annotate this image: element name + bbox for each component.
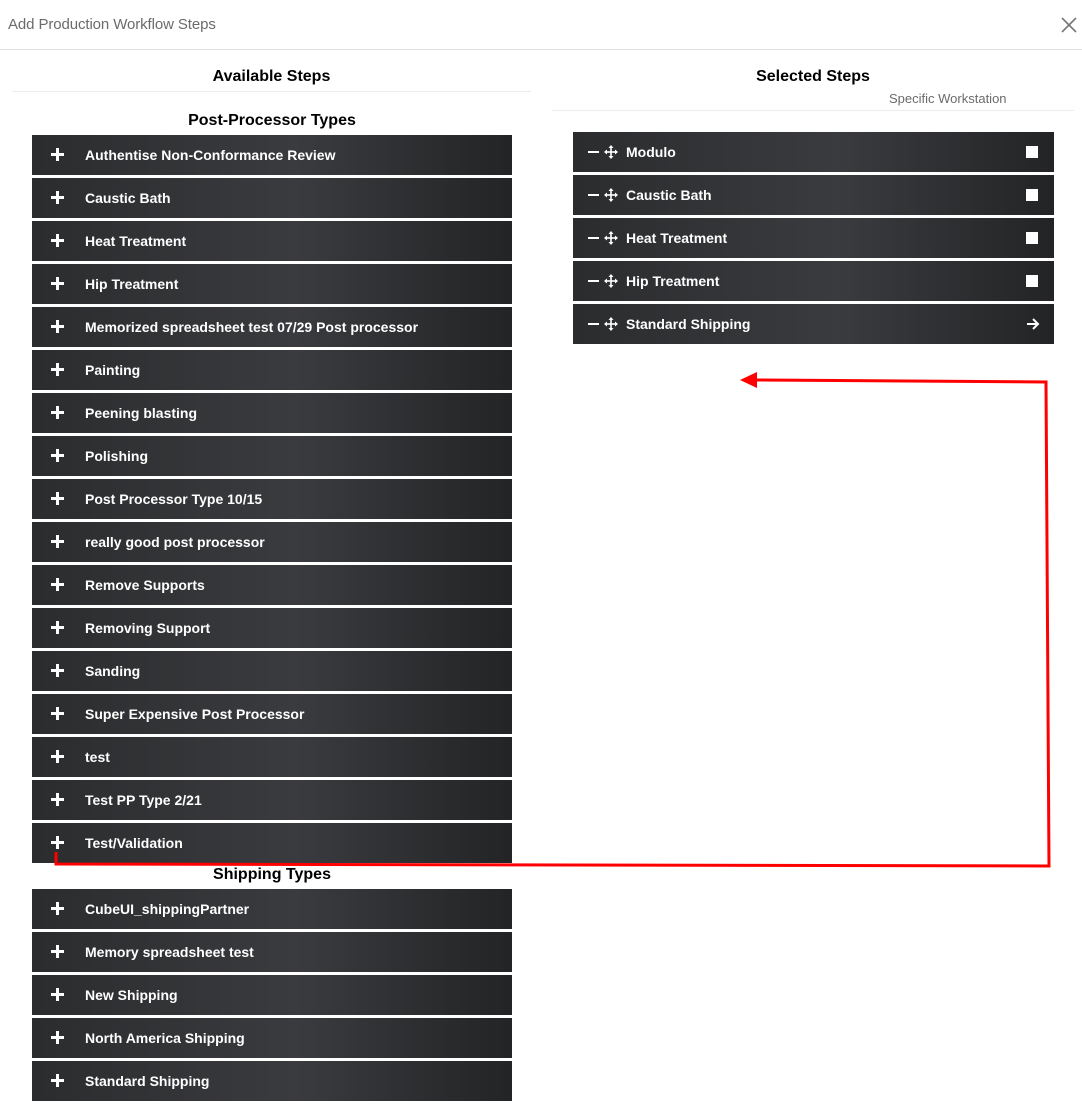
specific-workstation-label: Specific Workstation	[889, 91, 1007, 106]
post-processor-label: Caustic Bath	[85, 190, 171, 206]
post-processor-label: Heat Treatment	[85, 233, 187, 249]
post-processor-label: Authentise Non-Conformance Review	[85, 147, 336, 163]
post-processor-row[interactable]	[32, 780, 512, 820]
plus-icon	[51, 793, 64, 806]
selected-step-label: Caustic Bath	[626, 187, 712, 203]
move-icon[interactable]	[604, 317, 618, 331]
plus-icon	[51, 234, 64, 247]
post-processor-label: Remove Supports	[85, 577, 205, 593]
available-steps-heading: Available Steps	[212, 68, 331, 85]
plus-icon	[51, 1031, 64, 1044]
plus-icon	[51, 191, 64, 204]
post-processor-label: Hip Treatment	[85, 276, 179, 292]
shipping-type-row[interactable]	[32, 1018, 512, 1058]
post-processor-label: Super Expensive Post Processor	[85, 706, 305, 722]
post-processor-label: Test PP Type 2/21	[85, 792, 202, 808]
selected-step-label: Modulo	[626, 144, 676, 160]
plus-icon	[51, 492, 64, 505]
selected-step-row	[573, 304, 1054, 344]
post-processor-label: test	[85, 749, 110, 765]
post-processor-row[interactable]	[32, 350, 512, 390]
plus-icon	[51, 320, 64, 333]
post-processor-row[interactable]	[32, 178, 512, 218]
modal-title: Add Production Workflow Steps	[8, 16, 216, 33]
shipping-type-row[interactable]	[32, 1061, 512, 1101]
selected-step-row	[573, 175, 1054, 215]
plus-icon	[51, 578, 64, 591]
post-processor-row[interactable]	[32, 436, 512, 476]
post-processor-row[interactable]	[32, 737, 512, 777]
post-processor-row[interactable]	[32, 221, 512, 261]
shipping-type-label: Standard Shipping	[85, 1073, 210, 1089]
post-processor-row[interactable]	[32, 135, 512, 175]
workstation-checkbox[interactable]	[1026, 189, 1038, 201]
post-processor-label: Painting	[85, 362, 141, 378]
minus-icon[interactable]	[588, 194, 599, 196]
move-icon[interactable]	[604, 274, 618, 288]
workstation-checkbox[interactable]	[1026, 275, 1038, 287]
post-processor-row[interactable]	[32, 393, 512, 433]
selected-step-label: Heat Treatment	[626, 230, 728, 246]
selected-step-row	[573, 218, 1054, 258]
post-processor-label: Test/Validation	[85, 835, 183, 851]
move-icon[interactable]	[604, 231, 618, 245]
modal-header	[0, 0, 1082, 50]
plus-icon	[51, 664, 64, 677]
post-processor-list	[32, 135, 512, 866]
plus-icon	[51, 363, 64, 376]
selected-step-label: Hip Treatment	[626, 273, 720, 289]
shipping-type-label: North America Shipping	[85, 1030, 245, 1046]
plus-icon	[51, 1074, 64, 1087]
minus-icon[interactable]	[588, 151, 599, 153]
move-icon[interactable]	[604, 188, 618, 202]
minus-icon[interactable]	[588, 323, 599, 325]
shipping-type-row[interactable]	[32, 889, 512, 929]
selected-steps-heading: Selected Steps	[756, 68, 870, 85]
plus-icon	[51, 707, 64, 720]
post-processor-row[interactable]	[32, 522, 512, 562]
post-processor-row[interactable]	[32, 307, 512, 347]
post-processor-row[interactable]	[32, 608, 512, 648]
post-processor-row[interactable]	[32, 694, 512, 734]
workstation-checkbox[interactable]	[1026, 146, 1038, 158]
plus-icon	[51, 535, 64, 548]
post-processor-types-heading: Post-Processor Types	[188, 112, 356, 129]
workstation-checkbox[interactable]	[1026, 232, 1038, 244]
shipping-type-row[interactable]	[32, 932, 512, 972]
plus-icon	[51, 836, 64, 849]
minus-icon[interactable]	[588, 237, 599, 239]
shipping-type-label: New Shipping	[85, 987, 178, 1003]
move-icon[interactable]	[604, 145, 618, 159]
post-processor-label: Removing Support	[85, 620, 211, 636]
post-processor-row[interactable]	[32, 565, 512, 605]
plus-icon	[51, 406, 64, 419]
post-processor-row[interactable]	[32, 479, 512, 519]
selected-step-label: Standard Shipping	[626, 316, 751, 332]
post-processor-row[interactable]	[32, 823, 512, 863]
post-processor-label: Memorized spreadsheet test 07/29 Post processor	[85, 319, 419, 335]
selected-step-row	[573, 132, 1054, 172]
plus-icon	[51, 988, 64, 1001]
available-divider	[12, 91, 531, 92]
selected-step-row	[573, 261, 1054, 301]
post-processor-row[interactable]	[32, 264, 512, 304]
selected-divider	[552, 110, 1074, 111]
plus-icon	[51, 277, 64, 290]
plus-icon	[51, 148, 64, 161]
plus-icon	[51, 750, 64, 763]
shipping-type-label: CubeUI_shippingPartner	[85, 901, 250, 917]
plus-icon	[51, 449, 64, 462]
post-processor-label: Post Processor Type 10/15	[85, 491, 263, 507]
post-processor-label: Polishing	[85, 448, 148, 464]
post-processor-row[interactable]	[32, 651, 512, 691]
shipping-type-label: Memory spreadsheet test	[85, 944, 254, 960]
arrow-right-icon[interactable]	[1026, 317, 1040, 331]
plus-icon	[51, 621, 64, 634]
close-icon[interactable]	[1059, 15, 1079, 35]
shipping-list	[32, 889, 512, 1104]
minus-icon[interactable]	[588, 280, 599, 282]
selected-steps-list	[573, 132, 1054, 347]
post-processor-label: Peening blasting	[85, 405, 198, 421]
plus-icon	[51, 902, 64, 915]
post-processor-label: Sanding	[85, 663, 141, 679]
shipping-type-row[interactable]	[32, 975, 512, 1015]
shipping-types-heading: Shipping Types	[213, 866, 331, 883]
post-processor-label: really good post processor	[85, 534, 265, 550]
plus-icon	[51, 945, 64, 958]
